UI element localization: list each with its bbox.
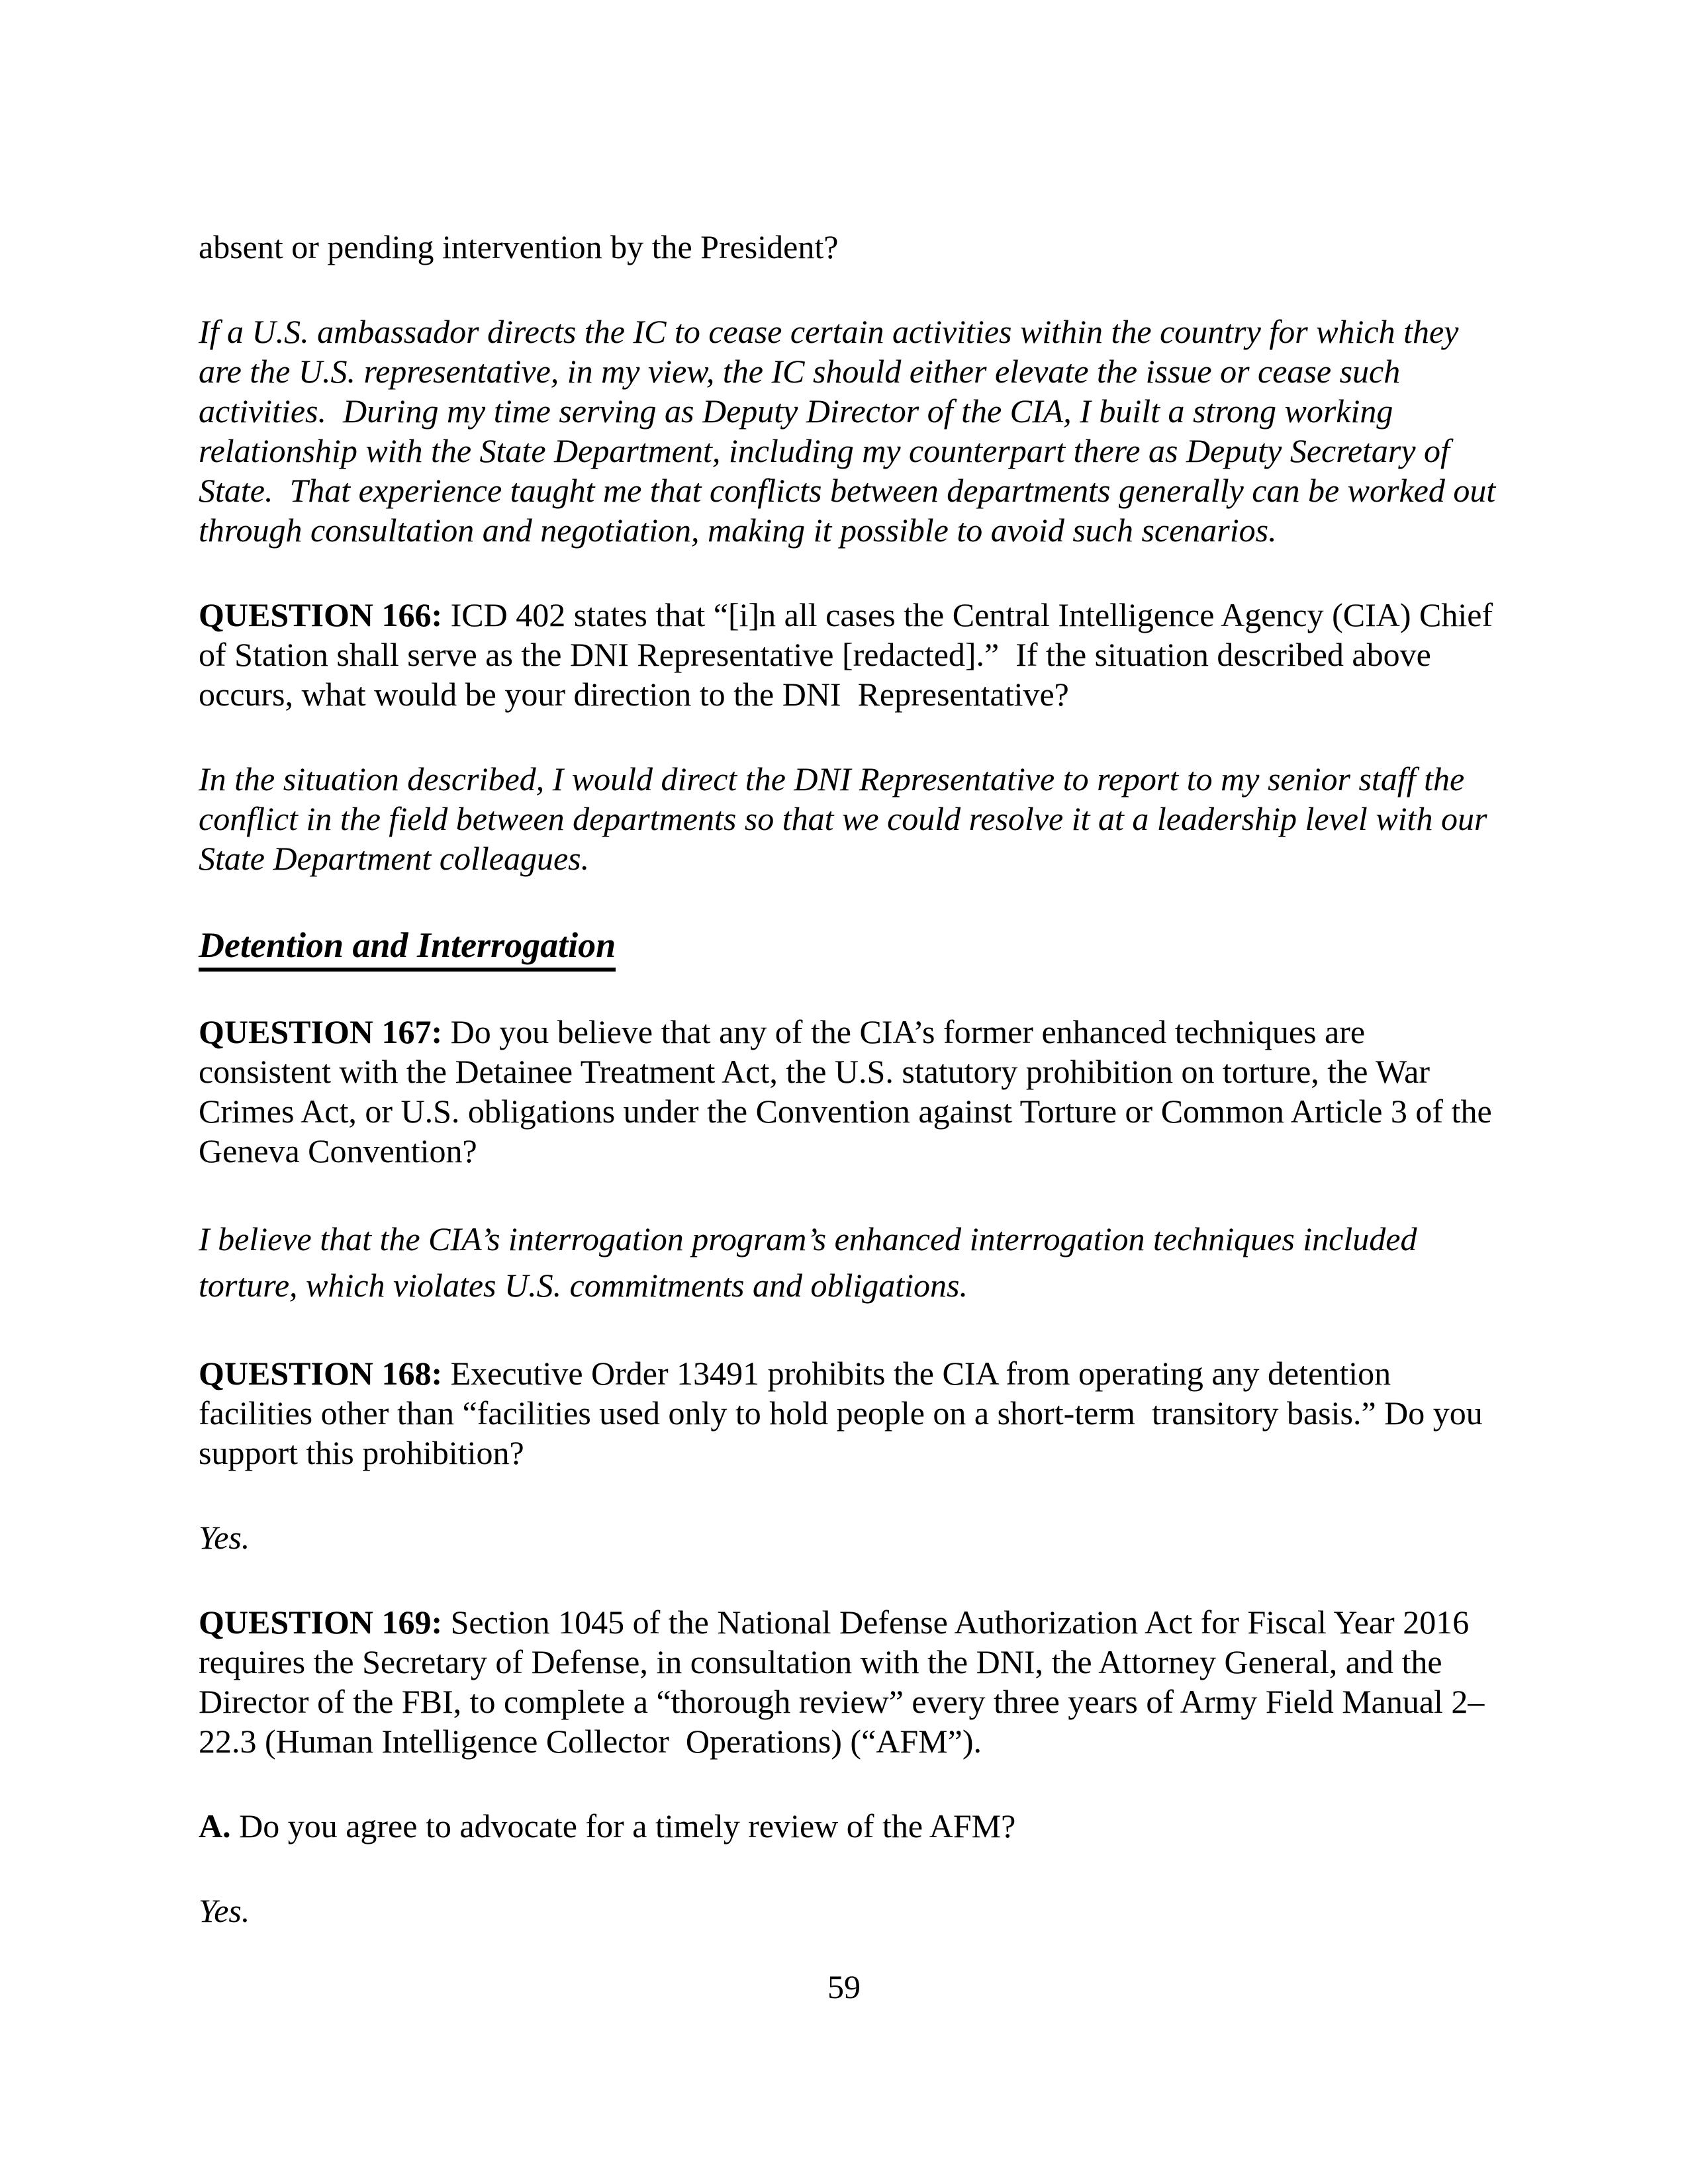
carryover-text: absent or pending intervention by the President? (199, 228, 839, 265)
question-169-part-a-label: A. (199, 1807, 231, 1844)
answer-167: I believe that the CIA’s interrogation program’s enhanced interrogation techniques included torture, which violates U.S. commitments and obligations. (199, 1220, 1425, 1304)
answer-169-part-a: Yes. (199, 1892, 250, 1929)
page-number: 59 (827, 1968, 861, 2005)
section-heading-text: Detention and Interrogation (199, 925, 616, 972)
question-168-label: QUESTION 168: (199, 1355, 443, 1392)
question-166 (199, 595, 1501, 714)
document-content (199, 227, 1504, 1976)
answer-168: Yes. (199, 1519, 250, 1556)
question-166-text: ICD 402 states that “[i]n all cases the Central Intelligence Agency (CIA) Chief of Station shall serve as the DNI Representative [redacted].” If the situation described above occurs, what would be your direction to the DNI Representative? (199, 596, 1501, 713)
question-168-text: Executive Order 13491 prohibits the CIA from operating any detention facilities other than “facilities used only to hold people on a short-term transitory basis.” Do you support this prohibition? (199, 1355, 1491, 1471)
question-168 (199, 1353, 1496, 1473)
question-169-text: Section 1045 of the National Defense Authorization Act for Fiscal Year 2016 requires the Secretary of Defense, in consultation with the DNI, the Attorney General, and the Director of the FBI, to complete a “thorough review” every three years of Army Field Manual 2–22.3 (Human Intelligence Collector Operations) (“AFM”). (199, 1604, 1485, 1760)
answer-166: In the situation described, I would direct the DNI Representative to report to my senior staff the conflict in the field between departments so that we could resolve it at a leadership level with our State Department colleagues. (199, 760, 1495, 877)
question-167-text: Do you believe that any of the CIA’s former enhanced techniques are consistent with the Detainee Treatment Act, the U.S. statutory prohibition on torture, the War Crimes Act, or U.S. obligations under the Convention against Torture or Common Article 3 of the Geneva Convention? (199, 1013, 1501, 1169)
question-169-part-a-text: Do you agree to advocate for a timely review of the AFM? (230, 1807, 1016, 1844)
question-166-label: QUESTION 166: (199, 596, 443, 633)
section-heading (199, 923, 1496, 967)
question-169-label: QUESTION 169: (199, 1604, 443, 1641)
answer-previous-question: If a U.S. ambassador directs the IC to cease certain activities within the country for which they are the U.S. representative, in my view, the IC should either elevate the issue or cease such activities. During my time serving as Deputy Director of the CIA, I built a strong working relationship with the State Department, including my counterpart there as Deputy Secretary of State. That experience taught me that conflicts between departments generally can be worked out through consultation and negotiation, making it possible to avoid such scenarios. (199, 313, 1504, 549)
question-167-label: QUESTION 167: (199, 1013, 443, 1050)
question-169-part-a (199, 1806, 1496, 1846)
question-167 (199, 1012, 1501, 1171)
question-169 (199, 1602, 1496, 1761)
